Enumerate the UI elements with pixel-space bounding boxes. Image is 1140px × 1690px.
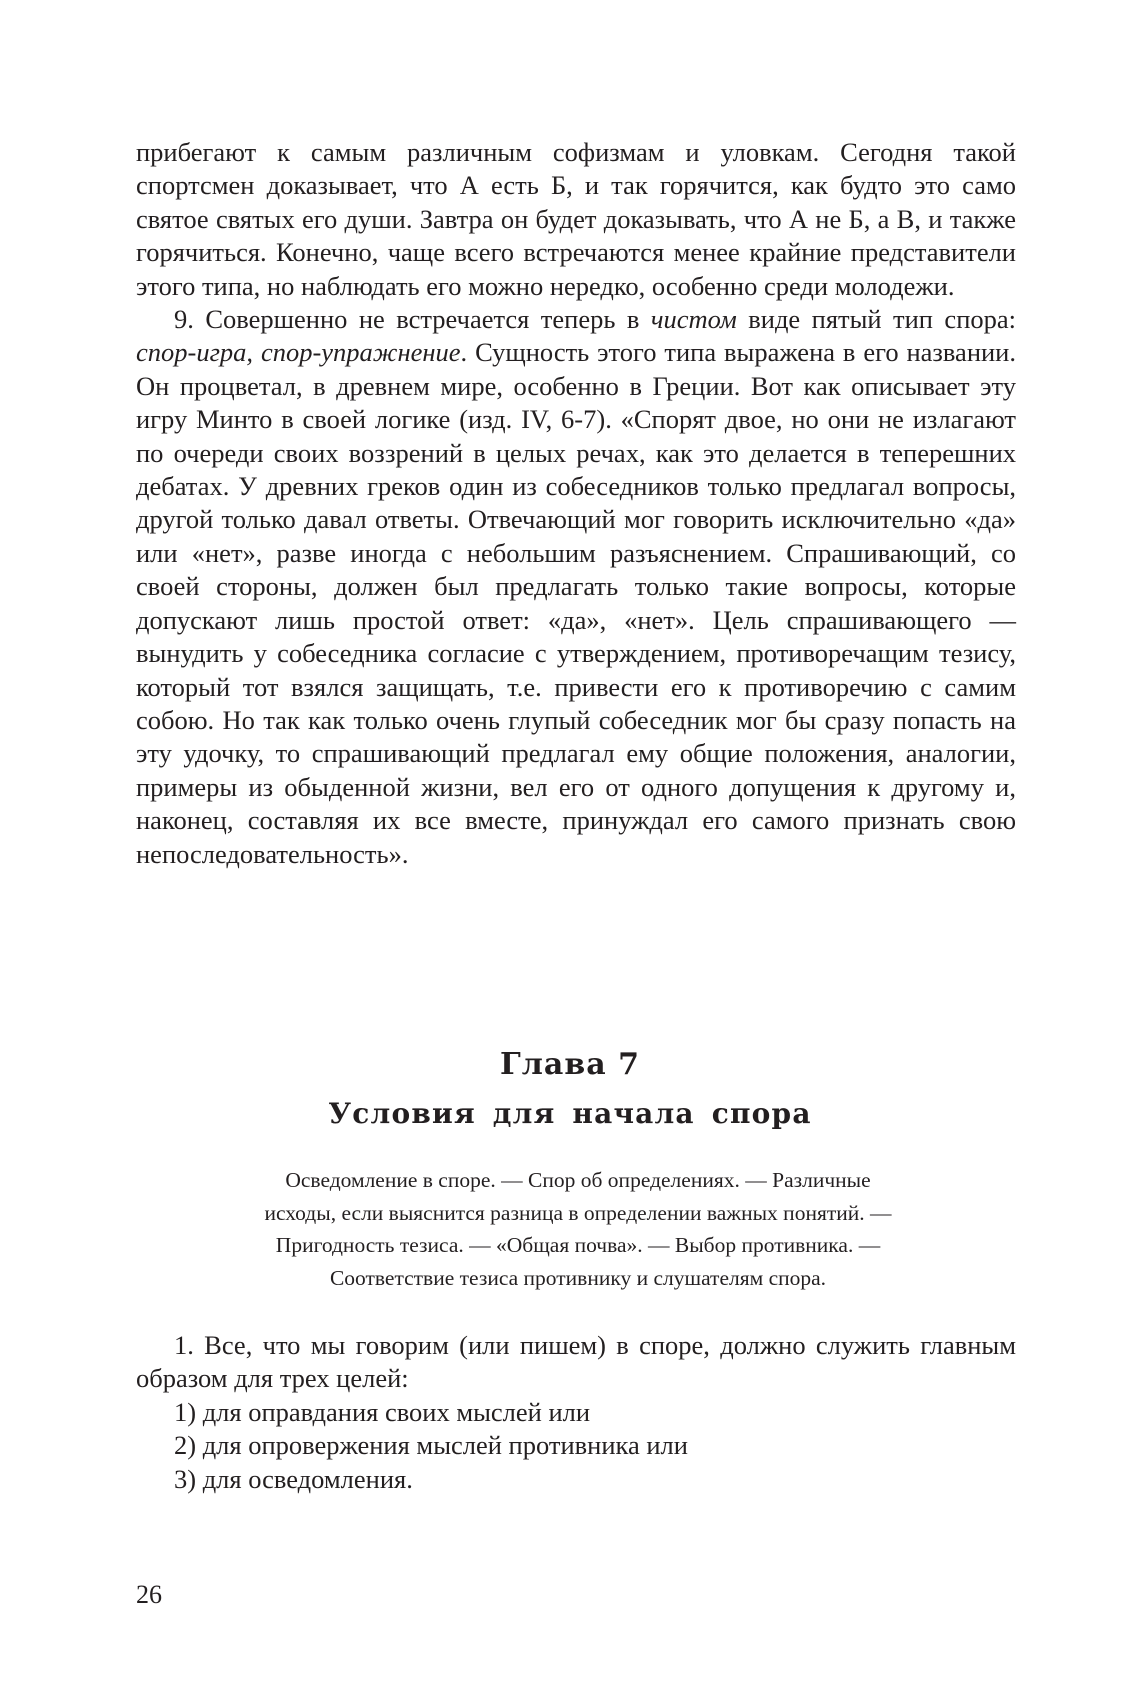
paragraph-9-text-3: . Сущность этого типа выражена в его названии. Он процветал, в древнем мире, особенно в Греции. Вот как описывает эту игру Минто в своей логике (изд. IV, 6-7). «Спорят двое, но они не излагают по очереди своих воззрений в целых речах, как это делается в теперешних дебатах. У древних греков один из собеседников только предлагал вопросы, другой только давал ответы. Отвечающий мог говорить исключительно «да» или «нет», разве иногда с небольшим разъяснением. Спрашивающий, со своей стороны, должен был предлагать только такие вопросы, которые допускают лишь простой ответ: «да», «нет». Цель спрашивающего — вынудить у собеседника согласие с утверждением, противоречащим тезису, который тот взялся защищать, т.е. привести его к противоречию с самим собою. Но так как только очень глупый собеседник мог бы сразу попасть на эту удочку, то спрашивающий предлагал ему общие положения, аналогии, примеры из обыденной жизни, вел его от одного допущения к другому и, наконец, составляя их все вместе, принуждал его самого признать свою непоследовательность». bbox=[136, 337, 1016, 869]
paragraph-9-text-1: 9. Совершенно не встречается теперь в bbox=[174, 304, 651, 335]
emphasis-pure: чистом bbox=[650, 304, 737, 335]
summary-line: Осведомление в споре. — Спор об определениях. — Различные bbox=[285, 1168, 871, 1192]
list-item: 2) для опровержения мыслей противника или bbox=[174, 1430, 688, 1461]
list-item: 3) для осведомления. bbox=[174, 1463, 413, 1494]
page-number: 26 bbox=[136, 1580, 162, 1609]
paragraph-9 bbox=[136, 303, 1016, 871]
chapter-number: Глава 7 bbox=[500, 1047, 640, 1082]
paragraph-9-text-2: виде пятый тип спора: bbox=[736, 304, 1016, 335]
summary-line: исходы, если выяснится разница в определении важных понятий. — bbox=[264, 1200, 892, 1225]
main-text bbox=[136, 136, 1016, 871]
summary-line: Пригодность тезиса. — «Общая почва». — Выбор противника. — bbox=[275, 1233, 881, 1258]
emphasis-game-dispute: спор-игра, спор-упражнение bbox=[136, 337, 461, 368]
section-1 bbox=[136, 1329, 1016, 1496]
chapter-title: Условия для начала спора bbox=[328, 1097, 812, 1130]
chapter-summary bbox=[210, 1164, 946, 1294]
paragraph-continued: прибегают к самым различным софизмам и уловкам. Сегодня такой спортсмен доказывает, что А есть Б, и так горячится, как будто это само святое святых его души. Завтра он будет доказывать, что А не Б, а В, и также горячиться. Конечно, чаще всего встречаются менее крайние представители этого типа, но наблюдать его можно нередко, особенно среди молодежи. bbox=[136, 137, 1016, 301]
summary-line: Соответствие тезиса противнику и слушателям спора. bbox=[329, 1265, 827, 1290]
list-item: 1) для оправдания своих мыслей или bbox=[174, 1396, 591, 1427]
section-1-intro: 1. Все, что мы говорим (или пишем) в споре, должно служить главным образом для трех целей: bbox=[136, 1330, 1016, 1394]
